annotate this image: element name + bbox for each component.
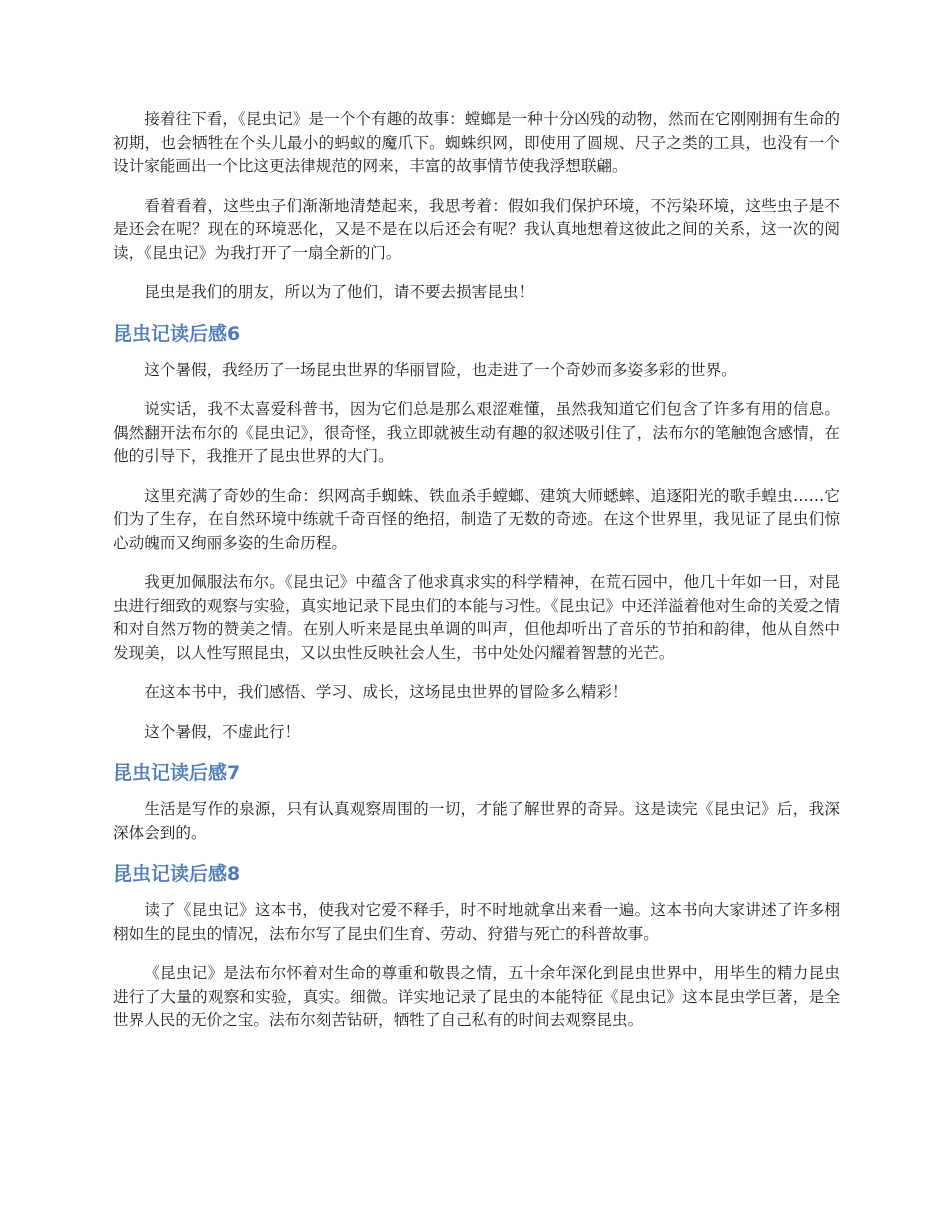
paragraph: 我更加佩服法布尔。《昆虫记》中蕴含了他求真求实的科学精神，在荒石园中，他几十年如一日，对昆虫进行细致的观察与实验，真实地记录下昆虫们的本能与习性。《昆虫记》中还洋溢着他对生命的关爱之情和对自然万物的赞美之情。在别人听来是昆虫单调的叫声，但他却听出了音乐的节拍和韵律，他从自然中发现美，以人性写照昆虫，又以虫性反映社会人生，书中处处闪耀着智慧的光芒。 (113, 573, 840, 662)
paragraph: 这个暑假，不虚此行！ (144, 722, 301, 741)
section-7 (113, 760, 840, 845)
paragraph: 昆虫是我们的朋友，所以为了他们，请不要去损害昆虫！ (144, 283, 535, 301)
paragraph: 生活是写作的泉源，只有认真观察周围的一切，才能了解世界的奇异。这是读完《昆虫记》后，我深深体会到的。 (113, 800, 840, 842)
section-intro (113, 108, 840, 305)
document-page (113, 108, 840, 1049)
paragraph: 在这本书中，我们感悟、学习、成长，这场昆虫世界的冒险多么精彩！ (144, 683, 628, 701)
section-heading: 昆虫记读后感8 (113, 863, 241, 885)
section-6 (113, 321, 840, 745)
section-8 (113, 861, 840, 1033)
paragraph: 这个暑假，我经历了一场昆虫世界的华丽冒险，也走进了一个奇妙而多姿多彩的世界。 (144, 360, 737, 379)
paragraph: 读了《昆虫记》这本书，使我对它爱不释手，时不时地就拿出来看一遍。这本书向大家讲述了许多栩栩如生的昆虫的情况，法布尔写了昆虫们生育、劳动、狩猎与死亡的科普故事。 (113, 901, 840, 943)
section-heading: 昆虫记读后感6 (113, 322, 241, 345)
paragraph: 看着看着，这些虫子们渐渐地清楚起来，我思考着：假如我们保护环境，不污染环境，这些虫子是不是还会在呢？现在的环境恶化，又是不是在以后还会有呢？我认真地想着这彼此之间的关系，这一次的阅读，《昆虫记》为我打开了一扇全新的门。 (113, 196, 840, 262)
paragraph: 《昆虫记》是法布尔怀着对生命的尊重和敬畏之情，五十余年深化到昆虫世界中，用毕生的精力昆虫进行了大量的观察和实验，真实。细微。详实地记录了昆虫的本能特征《昆虫记》这本昆虫学巨著，是全世界人民的无价之宝。法布尔刻苦钻研，牺牲了自己私有的时间去观察昆虫。 (113, 964, 840, 1029)
paragraph: 这里充满了奇妙的生命：织网高手蜘蛛、铁血杀手螳螂、建筑大师蟋蟀、追逐阳光的歌手蝗虫……它们为了生存，在自然环境中练就千奇百怪的绝招，制造了无数的奇迹。在这个世界里，我见证了昆虫们惊心动魄而又绚丽多姿的生命历程。 (113, 486, 840, 552)
paragraph: 接着往下看，《昆虫记》是一个个有趣的故事：螳螂是一种十分凶残的动物，然而在它刚刚拥有生命的初期，也会牺牲在个头儿最小的蚂蚁的魔爪下。蜘蛛织网，即使用了圆规、尺子之类的工具，也没有一个设计家能画出一个比这更法律规范的网来，丰富的故事情节使我浮想联翩。 (113, 110, 840, 175)
paragraph: 说实话，我不太喜爱科普书，因为它们总是那么艰涩难懂，虽然我知道它们包含了许多有用的信息。偶然翻开法布尔的《昆虫记》，很奇怪，我立即就被生动有趣的叙述吸引住了，法布尔的笔触饱含感情，在他的引导下，我推开了昆虫世界的大门。 (113, 400, 840, 465)
section-heading: 昆虫记读后感7 (113, 762, 241, 784)
